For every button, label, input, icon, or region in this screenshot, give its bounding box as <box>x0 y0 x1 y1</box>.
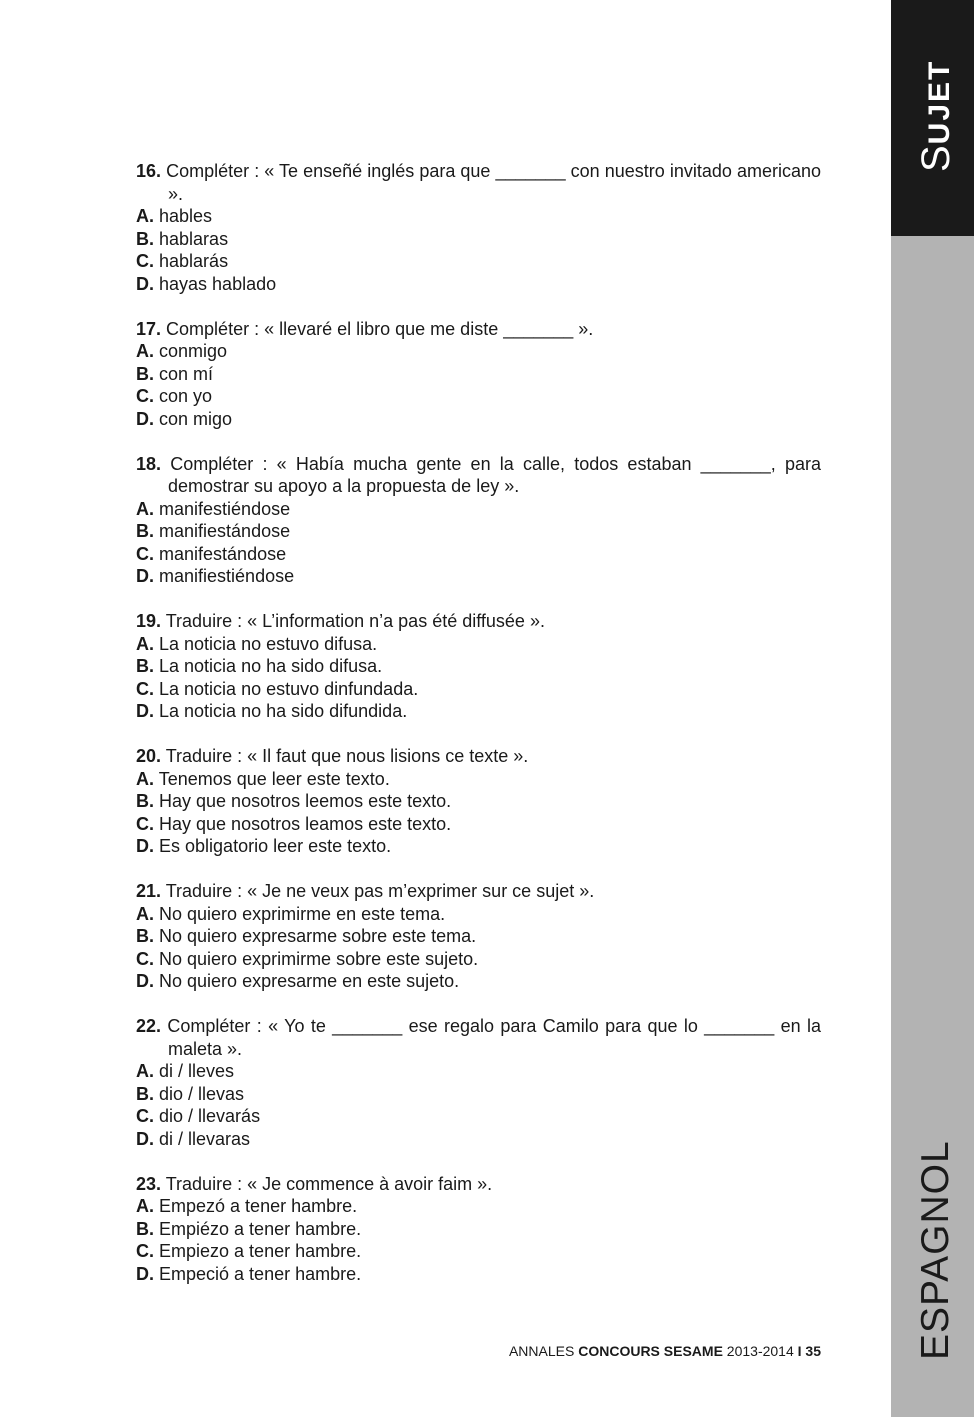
option-text: manifestiéndose <box>159 498 291 519</box>
option-text: con mí <box>159 363 214 384</box>
option-letter: B. <box>136 521 154 541</box>
option-text: No quiero expresarme en este sujeto. <box>159 971 460 991</box>
option-text: hayas hablado <box>159 273 277 294</box>
question-stem <box>136 1173 821 1196</box>
option-text: dio / llevarás <box>159 1106 261 1126</box>
option-text: La noticia no ha sido difundida. <box>159 701 408 721</box>
option-text: manifiestiéndose <box>159 566 295 586</box>
question-text: Compléter : « Había mucha gente en la calle, todos estaban _______, para demostrar su apoyo a la propuesta de ley ». <box>168 453 821 496</box>
option-letter: C. <box>136 1106 154 1126</box>
option-text: Hay que nosotros leamos este texto. <box>159 813 452 834</box>
option-text: No quiero exprimirme sobre este sujeto. <box>159 948 479 969</box>
answer-option <box>136 1240 821 1263</box>
footer-prefix: ANNALES <box>508 1343 575 1359</box>
option-letter: D. <box>136 566 154 586</box>
option-letter: C. <box>136 948 154 969</box>
option-text: No quiero expresarme sobre este tema. <box>159 926 477 946</box>
option-letter: A. <box>136 633 154 654</box>
option-text: dio / llevas <box>159 1083 245 1104</box>
question-number: 17. <box>136 318 162 339</box>
option-text: La noticia no estuvo difusa. <box>159 633 378 654</box>
option-text: Empezó a tener hambre. <box>159 1196 358 1216</box>
option-letter: B. <box>136 1218 154 1239</box>
answer-option <box>136 228 821 251</box>
option-text: Empiezo a tener hambre. <box>159 1241 362 1261</box>
option-letter: D. <box>136 836 154 856</box>
option-text: Hay que nosotros leemos este texto. <box>159 791 452 811</box>
answer-option <box>136 903 821 926</box>
option-text: manifestándose <box>159 543 287 564</box>
question-18 <box>136 453 821 588</box>
option-letter: A. <box>136 768 154 789</box>
question-20 <box>136 745 821 858</box>
option-letter: C. <box>136 1241 154 1261</box>
option-text: La noticia no estuvo dinfundada. <box>159 678 419 699</box>
option-text: conmigo <box>159 341 228 361</box>
answer-option <box>136 498 821 521</box>
answer-option <box>136 273 821 296</box>
page-footer <box>480 1343 821 1359</box>
question-number: 20. <box>136 746 162 766</box>
sujet-first-letter: S <box>914 144 958 172</box>
answer-option <box>136 385 821 408</box>
question-stem <box>136 745 821 768</box>
footer-years: 2013-2014 <box>726 1343 794 1359</box>
sidebar-subject-label: ESPAGNOL <box>914 1140 957 1360</box>
option-letter: B. <box>136 363 154 384</box>
question-stem <box>136 160 821 205</box>
question-stem <box>136 453 821 498</box>
answer-option <box>136 700 821 723</box>
option-letter: B. <box>136 791 154 811</box>
option-letter: C. <box>136 813 154 834</box>
answer-option <box>136 678 821 701</box>
page-number: 35 <box>805 1343 821 1359</box>
question-list <box>136 160 821 1308</box>
footer-separator: I <box>797 1343 802 1359</box>
answer-option <box>136 1060 821 1083</box>
answer-option <box>136 790 821 813</box>
question-19 <box>136 610 821 723</box>
option-text: con migo <box>159 408 233 429</box>
question-text: Traduire : « Je ne veux pas m’exprimer sur ce sujet ». <box>165 881 595 901</box>
question-text: Traduire : « L’information n’a pas été diffusée ». <box>165 611 545 631</box>
answer-option <box>136 633 821 656</box>
option-text: Tenemos que leer este texto. <box>158 768 390 789</box>
option-letter: A. <box>136 498 154 519</box>
question-number: 23. <box>136 1173 162 1194</box>
answer-option <box>136 250 821 273</box>
answer-option <box>136 970 821 993</box>
question-stem <box>136 880 821 903</box>
question-stem <box>136 1015 821 1060</box>
option-letter: B. <box>136 656 154 676</box>
question-21 <box>136 880 821 993</box>
option-text: Es obligatorio leer este texto. <box>159 836 392 856</box>
answer-option <box>136 1195 821 1218</box>
option-text: hablaras <box>159 228 229 249</box>
option-text: manifiestándose <box>159 521 291 541</box>
question-23 <box>136 1173 821 1286</box>
option-letter: D. <box>136 408 154 429</box>
answer-option <box>136 813 821 836</box>
answer-option <box>136 340 821 363</box>
sidebar-sujet-label <box>914 60 959 172</box>
answer-option <box>136 1263 821 1286</box>
question-number: 21. <box>136 881 162 901</box>
option-text: con yo <box>159 386 213 406</box>
question-text: Traduire : « Je commence à avoir faim ». <box>165 1173 493 1194</box>
sujet-rest: UJET <box>923 59 956 145</box>
option-letter: A. <box>136 903 154 924</box>
option-letter: A. <box>136 1061 154 1081</box>
question-number: 19. <box>136 611 162 631</box>
question-stem <box>136 318 821 341</box>
option-text: di / llevaras <box>159 1128 251 1149</box>
answer-option <box>136 543 821 566</box>
option-letter: C. <box>136 251 154 271</box>
option-letter: A. <box>136 341 154 361</box>
question-text: Compléter : « llevaré el libro que me diste _______ ». <box>166 318 594 339</box>
answer-option <box>136 520 821 543</box>
option-letter: D. <box>136 1263 154 1284</box>
answer-option <box>136 565 821 588</box>
option-letter: A. <box>136 1196 154 1216</box>
question-16 <box>136 160 821 295</box>
question-number: 18. <box>136 453 162 474</box>
option-letter: D. <box>136 701 154 721</box>
footer-title: CONCOURS SESAME <box>578 1343 723 1359</box>
question-text: Compléter : « Te enseñé inglés para que _______ con nuestro invitado americano ». <box>166 161 821 204</box>
question-22 <box>136 1015 821 1150</box>
question-text: Traduire : « Il faut que nous lisions ce texte ». <box>165 746 529 766</box>
option-letter: D. <box>136 273 154 294</box>
option-text: hablarás <box>159 251 229 271</box>
answer-option <box>136 1105 821 1128</box>
option-text: di / lleves <box>159 1061 235 1081</box>
answer-option <box>136 655 821 678</box>
answer-option <box>136 925 821 948</box>
option-letter: D. <box>136 971 154 991</box>
answer-option <box>136 408 821 431</box>
option-text: No quiero exprimirme en este tema. <box>159 903 446 924</box>
option-letter: D. <box>136 1128 154 1149</box>
option-letter: C. <box>136 386 154 406</box>
answer-option <box>136 768 821 791</box>
question-17 <box>136 318 821 431</box>
option-letter: A. <box>136 206 154 226</box>
option-letter: B. <box>136 926 154 946</box>
question-number: 22. <box>136 1016 162 1036</box>
answer-option <box>136 1128 821 1151</box>
answer-option <box>136 1218 821 1241</box>
option-text: La noticia no ha sido difusa. <box>159 656 383 676</box>
option-text: hables <box>159 206 213 226</box>
answer-option <box>136 1083 821 1106</box>
option-letter: B. <box>136 228 154 249</box>
question-stem <box>136 610 821 633</box>
answer-option <box>136 363 821 386</box>
question-number: 16. <box>136 161 162 181</box>
answer-option <box>136 835 821 858</box>
option-letter: C. <box>136 678 154 699</box>
option-text: Empiézo a tener hambre. <box>159 1218 362 1239</box>
option-text: Empeció a tener hambre. <box>159 1263 362 1284</box>
answer-option <box>136 948 821 971</box>
question-text: Compléter : « Yo te _______ ese regalo para Camilo para que lo _______ en la maleta ». <box>167 1016 821 1059</box>
answer-option <box>136 205 821 228</box>
option-letter: C. <box>136 543 154 564</box>
option-letter: B. <box>136 1083 154 1104</box>
